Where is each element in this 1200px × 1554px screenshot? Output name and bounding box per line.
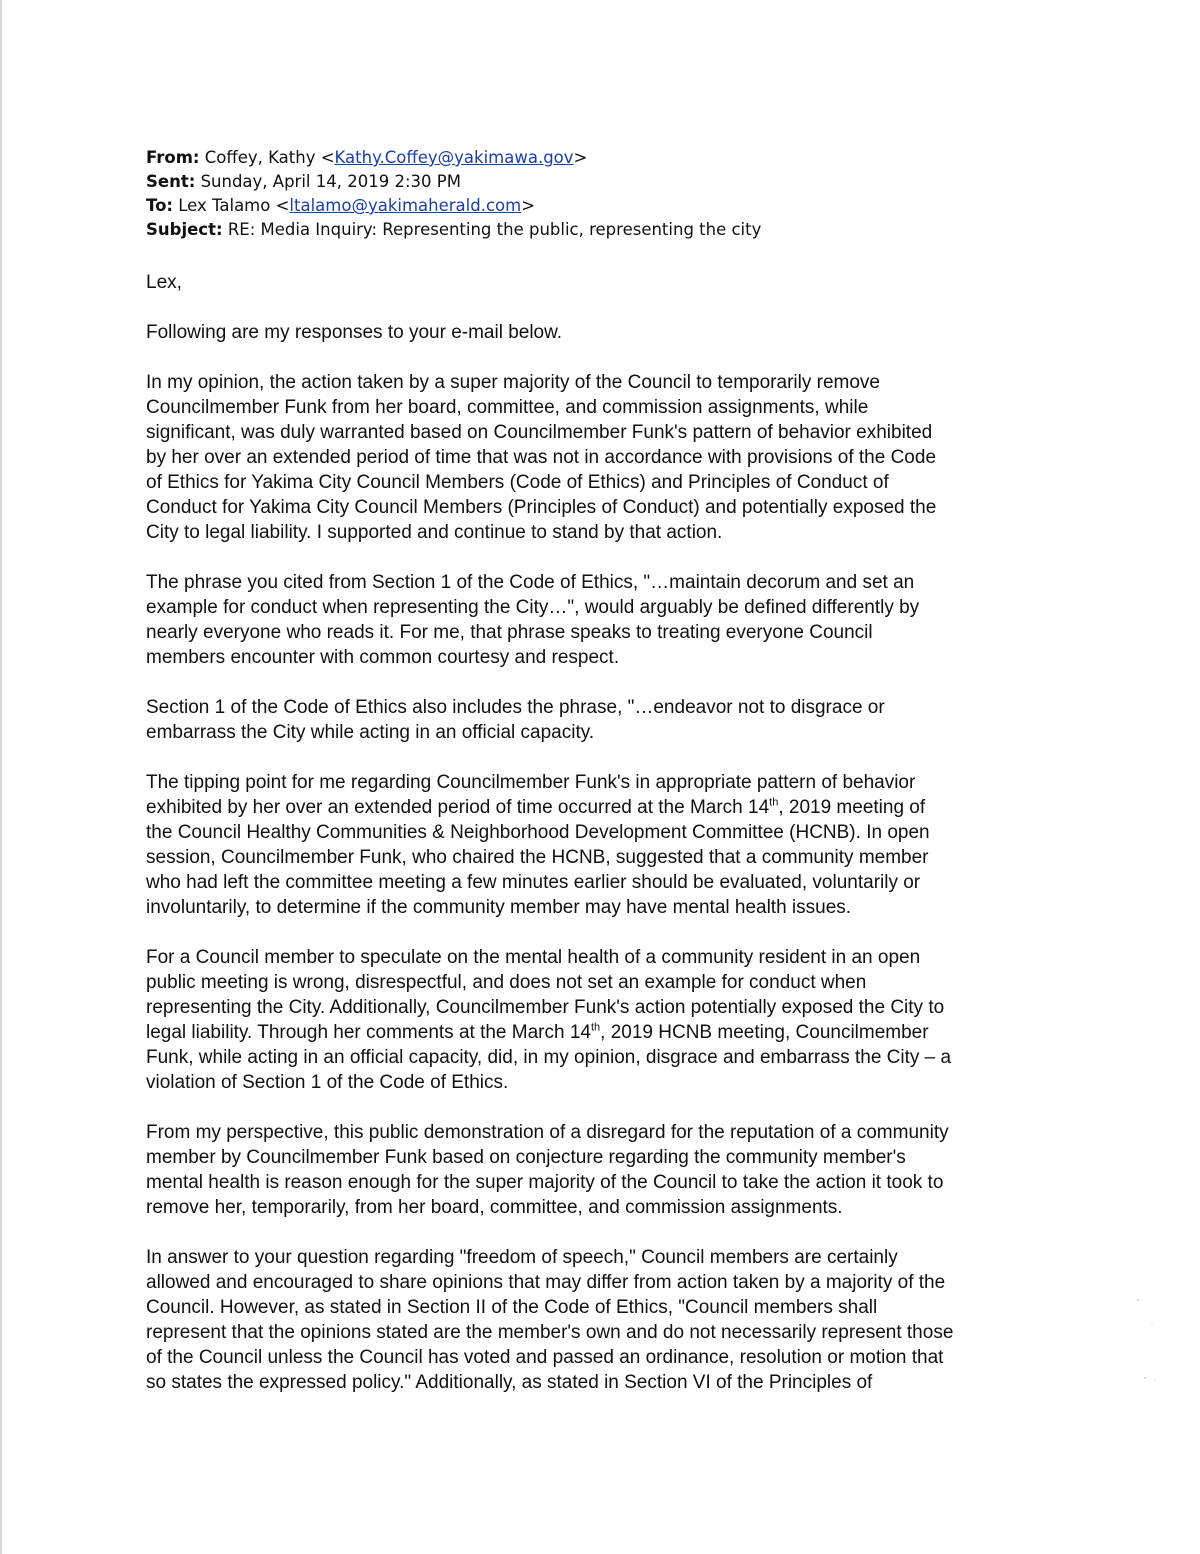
paragraph-2: In my opinion, the action taken by a super majority of the Council to temporarily remove Councilmember Funk from her board, committee, and commission assignments, while significant, was duly warranted based on Councilmember Funk's pattern of behavior exhibited by her over an extended period of time that was not in accordance with provisions of the Code of Ethics for Yakima City Council Members (Code of Ethics) and Principles of Conduct of Conduct for Yakima City Council Members (Principles of Conduct) and potentially exposed the City to legal liability. I supported and continue to stand by that action.: [146, 372, 937, 543]
email-header: [146, 146, 1106, 242]
from-name: Coffey, Kathy <: [204, 148, 335, 167]
subject-label: Subject:: [146, 220, 223, 239]
paragraph-5-superscript: th: [769, 796, 779, 809]
paragraph-4: Section 1 of the Code of Ethics also includes the phrase, "…endeavor not to disgrace or embarrass the City while acting in an official capacity.: [146, 697, 885, 743]
paragraph-5-part-a: The tipping point for me regarding Councilmember Funk's in appropriate pattern of behavior exhibited by her over an extended period of time occurred at the March 14: [146, 772, 916, 818]
paragraph-6-part-b: , 2019 HCNB meeting, Councilmember Funk, while acting in an official capacity, did, in my opinion, disgrace and embarrass the City – a violation of Section 1 of the Code of Ethics.: [146, 1022, 952, 1093]
to-close: >: [521, 196, 536, 215]
from-line: [146, 146, 1106, 170]
greeting: Lex,: [146, 272, 182, 293]
to-name: Lex Talamo <: [178, 196, 290, 215]
paragraph-6-superscript: th: [590, 1021, 601, 1034]
scan-edge: [0, 0, 2, 1554]
paragraph-6-part-a: For a Council member to speculate on the mental health of a community resident in an open public meeting is wrong, disrespectful, and does not set an example for conduct when representing the City. Additionally, Councilmember Funk's action potentially exposed the City to legal liability. Through her comments at the March 14: [146, 947, 945, 1043]
subject-line: [146, 218, 1106, 242]
paragraph-8: In answer to your question regarding "freedom of speech," Council members are certainly allowed and encouraged to share opinions that may differ from action taken by a majority of the Council. However, as stated in Section II of the Code of Ethics, "Council members shall represent that the opinions stated are the member's own and do not necessarily represent those of the Council unless the Council has voted and passed an ordinance, resolution or motion that so states the expressed policy." Additionally, as stated in Section VI of the Principles of: [146, 1247, 954, 1393]
to-line: [146, 194, 1106, 218]
letter-body: [146, 270, 1076, 1420]
sent-line: [146, 170, 1106, 194]
paragraph-1: Following are my responses to your e-mail below.: [146, 322, 563, 343]
to-email-link[interactable]: ltalamo@yakimaherald.com: [289, 196, 522, 215]
from-label: From:: [146, 148, 200, 167]
paragraph-5-part-b: , 2019 meeting of the Council Healthy Communities & Neighborhood Development Committee (HCNB). In open session, Councilmember Funk, who chaired the HCNB, suggested that a community member who had left the committee meeting a few minutes earlier should be evaluated, voluntarily or involuntarily, to determine if the community member may have mental health issues.: [146, 797, 930, 918]
paragraph-3: The phrase you cited from Section 1 of the Code of Ethics, "…maintain decorum and set an example for conduct when representing the City…", would arguably be defined differently by nearly everyone who reads it. For me, that phrase speaks to treating everyone Council members encounter with common courtesy and respect.: [146, 572, 920, 668]
paragraph-6: [146, 945, 1076, 1095]
scan-specks: [1130, 1290, 1160, 1390]
from-close: >: [573, 148, 588, 167]
from-email-link[interactable]: Kathy.Coffey@yakimawa.gov: [334, 148, 574, 167]
sent-label: Sent:: [146, 172, 196, 191]
paragraph-5: [146, 770, 1076, 920]
to-label: To:: [146, 196, 173, 215]
sent-value: Sunday, April 14, 2019 2:30 PM: [200, 172, 461, 191]
paragraph-7: From my perspective, this public demonstration of a disregard for the reputation of a community member by Councilmember Funk based on conjecture regarding the community member's mental health is reason enough for the super majority of the Council to take the action it took to remove her, temporarily, from her board, committee, and commission assignments.: [146, 1122, 949, 1218]
subject-value: RE: Media Inquiry: Representing the public, representing the city: [227, 220, 762, 239]
